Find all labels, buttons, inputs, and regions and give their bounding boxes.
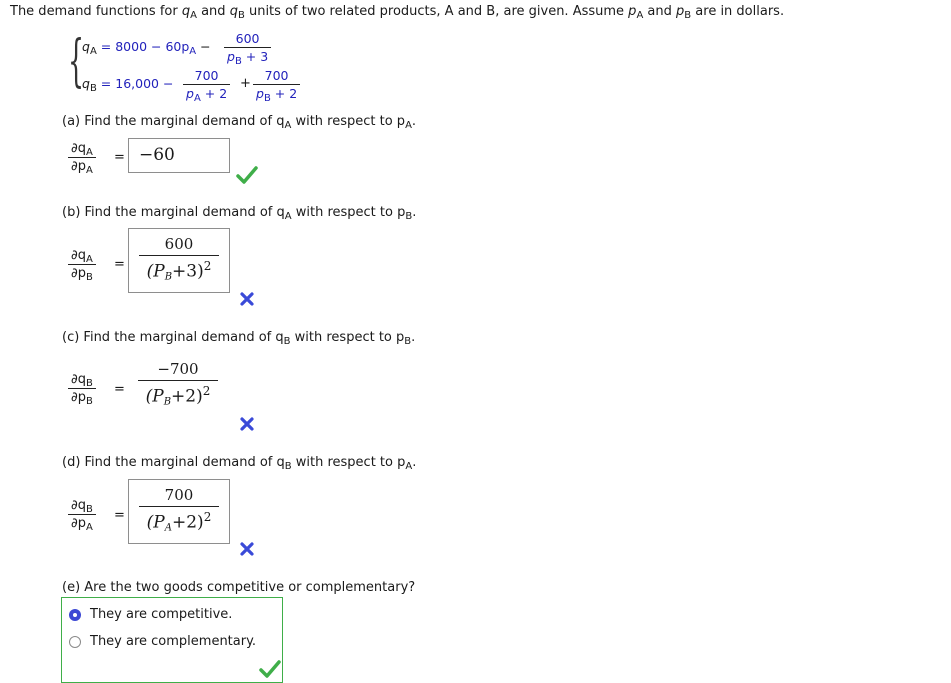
equation-qa-fraction: $\frac{600}{p_B + 3}$ [224,31,271,64]
radio-complementary[interactable] [69,636,81,648]
incorrect-x-icon [240,292,254,306]
question-a: (a) Find the marginal demand of $q_A$ with respect to $p_A$. [62,114,417,131]
question-c: (c) Find the marginal demand of $q_B$ with respect to $p_B$. [62,330,416,347]
radio-competitive[interactable] [69,609,81,621]
derivative-a: $\frac{\partial q_A}{\partial p_A}$ [68,141,96,174]
incorrect-x-icon [240,542,254,556]
system-brace: { [68,29,85,94]
problem-intro: The demand functions for $q_A$ and $q_B$ units of two related products, A and B, are given. Assume $p_A$ and $p_B$ are in dollars. [10,4,785,21]
derivative-d: $\frac{\partial q_B}{\partial p_A}$ [68,498,96,531]
question-e: (e) Are the two goods competitive or complementary? [62,580,416,595]
option-complementary-label[interactable]: They are complementary. [90,634,257,649]
derivative-b: $\frac{\partial q_A}{\partial p_B}$ [68,248,96,281]
equals-c: = [114,382,125,397]
equals-d: = [114,508,125,523]
derivative-c: $\frac{\partial q_B}{\partial p_B}$ [68,372,96,405]
equation-qb: $q_B = 16,000$ − [82,76,174,94]
answer-box-a[interactable] [128,138,230,173]
answer-area-c[interactable] [128,354,228,417]
answer-value-a: −60 [139,145,175,165]
answer-box-d[interactable] [128,479,230,544]
equation-qa: $q_A = 8000 - 60p_A$ − [82,39,211,57]
answer-fraction-d: 700 $(P_A+2)^2$ [129,486,229,533]
correct-check-icon [236,166,258,184]
plus-sign: + [240,76,251,91]
equals-a: = [114,150,125,165]
answer-box-b[interactable] [128,228,230,293]
equation-qb-fraction-2: $\frac{700}{p_B + 2}$ [253,68,300,101]
answer-fraction-c: −700 $(P_B+2)^2$ [128,360,228,407]
option-competitive-label[interactable]: They are competitive. [90,607,233,622]
correct-check-icon [259,660,281,678]
question-d: (d) Find the marginal demand of $q_B$ with respect to $p_A$. [62,455,417,472]
answer-fraction-b: 600 $(P_B+3)^2$ [129,235,229,282]
question-b: (b) Find the marginal demand of $q_A$ with respect to $p_B$. [62,205,417,222]
equation-qb-fraction-1: $\frac{700}{p_A + 2}$ [183,68,230,101]
incorrect-x-icon [240,417,254,431]
equals-b: = [114,257,125,272]
